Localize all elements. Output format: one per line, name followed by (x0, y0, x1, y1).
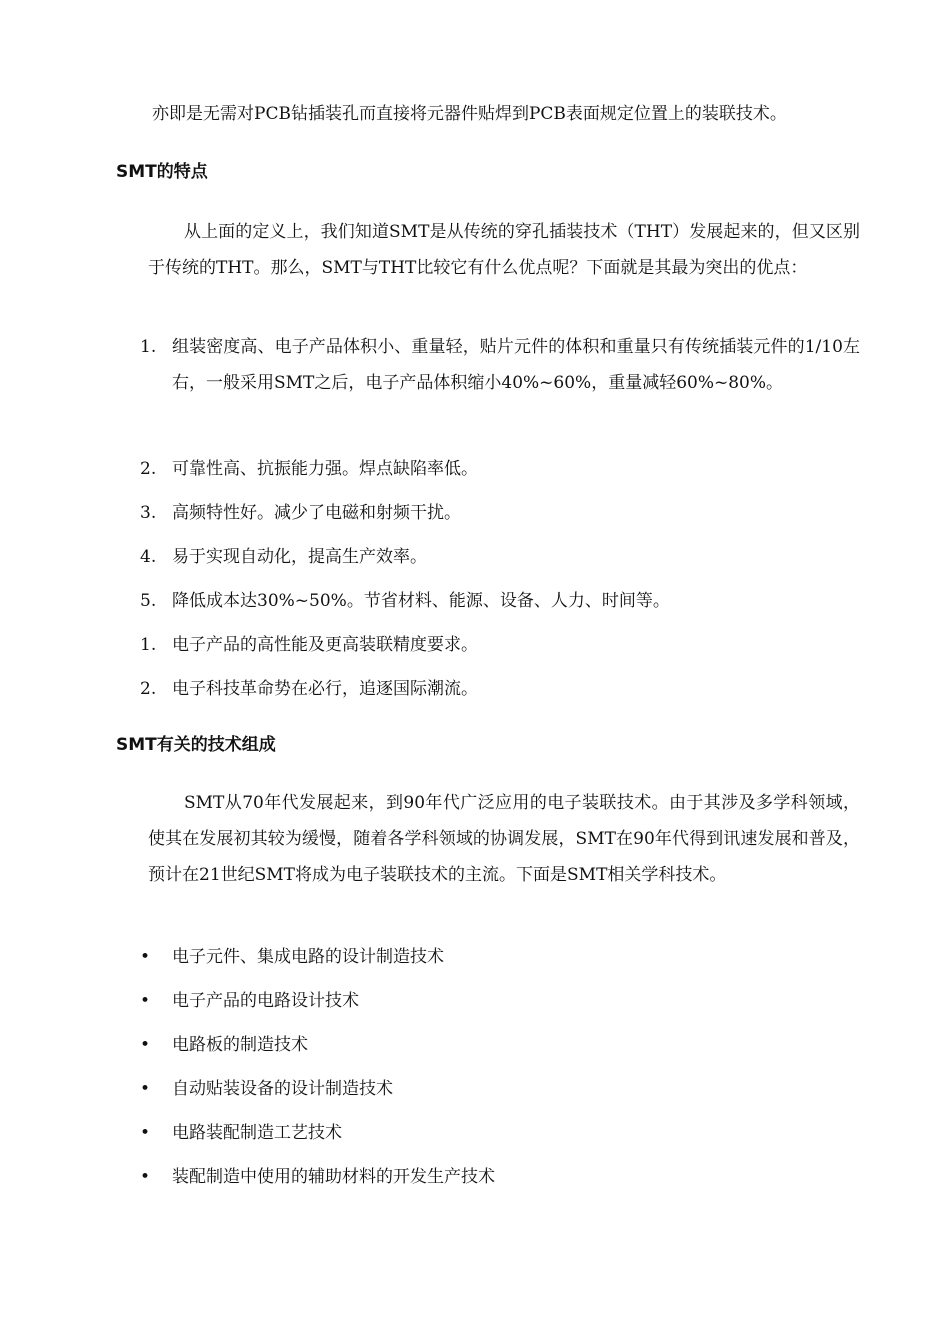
list-item-text: 组装密度高、电子产品体积小、重量轻，贴片元件的体积和重量只有传统插装元件的1/10左右，一般采用SMT之后，电子产品体积缩小40%~60%，重量减轻60%~80%。 (172, 337, 860, 393)
list-item-text: 易于实现自动化，提高生产效率。 (172, 547, 427, 567)
bullet-mark: • (140, 947, 151, 967)
list-item-text: 电子产品的高性能及更高装联精度要求。 (172, 635, 478, 655)
list-item (140, 539, 860, 575)
bullet-text: 电子元件、集成电路的设计制造技术 (172, 947, 444, 967)
bullet-item (140, 1122, 860, 1144)
bullet-item (140, 1078, 860, 1100)
list-item-number: 2. (140, 459, 157, 479)
list-item (140, 329, 860, 401)
bullet-mark: • (140, 991, 151, 1011)
list-item-text: 降低成本达30%~50%。节省材料、能源、设备、人力、时间等。 (172, 591, 670, 611)
list-item-number: 2. (140, 679, 157, 699)
list-item-number: 1. (140, 635, 157, 655)
bullet-mark: • (140, 1035, 151, 1055)
bullet-text: 电子产品的电路设计技术 (172, 991, 359, 1011)
list-item (140, 671, 860, 707)
bullet-text: 电路板的制造技术 (172, 1035, 308, 1055)
bullet-item (140, 946, 860, 968)
list-item-text: 可靠性高、抗振能力强。焊点缺陷率低。 (172, 459, 478, 479)
bullet-text: 装配制造中使用的辅助材料的开发生产技术 (172, 1167, 495, 1187)
features-paragraph: 从上面的定义上，我们知道SMT是从传统的穿孔插装技术（THT）发展起来的，但又区别于传统的THT。那么，SMT与THT比较它有什么优点呢？下面就是其最为突出的优点： (148, 222, 860, 278)
bullet-item (140, 1166, 860, 1188)
bullet-text: 电路装配制造工艺技术 (172, 1123, 342, 1143)
list-item-number: 5. (140, 591, 157, 611)
intro-line: 亦即是无需对PCB钻插装孔而直接将元器件贴焊到PCB表面规定位置上的装联技术。 (152, 104, 787, 124)
list-item-number: 1. (140, 337, 157, 357)
list-item-text: 高频特性好。减少了电磁和射频干扰。 (172, 503, 461, 523)
list-item-number: 4. (140, 547, 157, 567)
list-item (140, 583, 860, 619)
bullet-mark: • (140, 1079, 151, 1099)
section-heading-tech: SMT有关的技术组成 (116, 735, 276, 755)
section-heading-features: SMT的特点 (116, 162, 208, 182)
tech-paragraph: SMT从70年代发展起来，到90年代广泛应用的电子装联技术。由于其涉及多学科领域，使其在发展初其较为缓慢，随着各学科领域的协调发展，SMT在90年代得到讯速发展和普及，预计在21世纪SMT将成为电子装联技术的主流。下面是SMT相关学科技术。 (148, 793, 860, 885)
list-item (140, 495, 860, 531)
bullet-mark: • (140, 1123, 151, 1143)
bullet-text: 自动贴装设备的设计制造技术 (172, 1079, 393, 1099)
list-item (140, 451, 860, 487)
bullet-item (140, 990, 860, 1012)
list-item-text: 电子科技革命势在必行，追逐国际潮流。 (172, 679, 478, 699)
bullet-mark: • (140, 1167, 151, 1187)
list-item-number: 3. (140, 503, 157, 523)
list-item (140, 627, 860, 663)
bullet-item (140, 1034, 860, 1056)
